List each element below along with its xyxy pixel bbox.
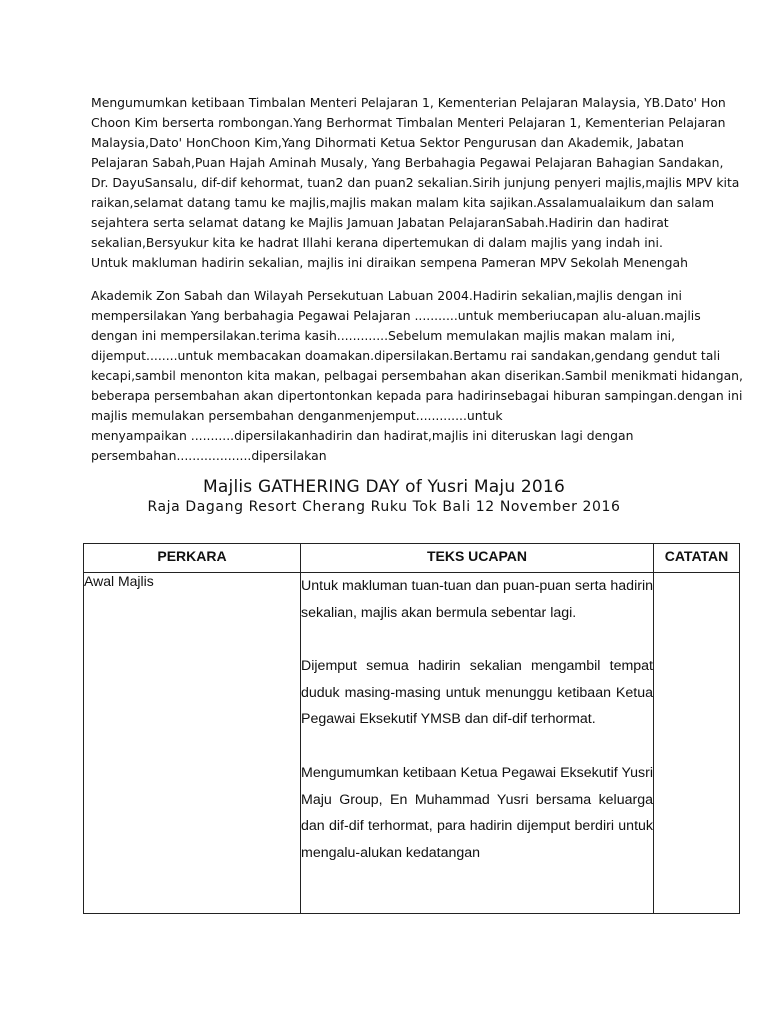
text-line: dijemput........untuk membacakan doamakan.dipersilakan.Bertamu rai sandakan,gendang gendut tali [91,348,721,363]
text-line: persembahan...................dipersilakan [91,448,327,463]
text-line: Pelajaran Sabah,Puan Hajah Aminah Musaly, Yang Berbahagia Pegawai Pelajaran Bahagian Sandakan, [91,155,724,170]
document-title: Majlis GATHERING DAY of Yusri Maju 2016 [203,477,565,497]
text-line: beberapa persembahan akan dipertontonkan kepada para hadirinsebagai hiburan sampingan.dengan ini [91,388,743,403]
text-line: Dr. DayuSansalu, dif-dif kehormat, tuan2 dan puan2 sekalian.Sirih junjung penyeri majlis,majlis MPV kita [91,175,740,190]
text-line: kecapi,sambil menonton kita makan, pelbagai persembahan akan diserikan.Sambil menikmati hidangan, [91,368,743,383]
text-line: menyampaikan ...........dipersilakanhadirin dan hadirat,majlis ini diteruskan lagi dengan [91,428,634,443]
speech-paragraph: Mengumumkan ketibaan Ketua Pegawai Eksekutif Yusri Maju Group, En Muhammad Yusri bersama keluarga dan dif-dif terhormat, para hadirin dijemput berdiri untuk mengalu-alukan kedatangan [301,764,653,861]
cell-catatan [654,573,740,914]
program-table [83,543,740,914]
speech-paragraph: Dijemput semua hadirin sekalian mengambil tempat duduk masing-masing untuk menunggu ketibaan Ketua Pegawai Eksekutif YMSB dan dif-dif terhormat. [301,658,653,728]
document-subtitle: Raja Dagang Resort Cherang Ruku Tok Bali 12 November 2016 [147,499,621,515]
text-line: majlis memulakan persembahan denganmenjemput.............untuk [91,408,503,423]
header-perkara: PERKARA [84,544,301,573]
perkara-text: Awal Majlis [84,573,154,589]
text-line: mempersilakan Yang berbahagia Pegawai Pelajaran ...........untuk memberiucapan alu-aluan.majlis [91,308,701,323]
text-line: sejahtera serta selamat datang ke Majlis Jamuan Jabatan PelajaranSabah.Hadirin dan hadirat [91,215,669,230]
speech-paragraph: Untuk makluman tuan-tuan dan puan-puan serta hadirin sekalian, majlis akan bermula sebentar lagi. [301,578,653,621]
header-catatan: CATATAN [654,544,740,573]
cell-perkara [84,573,301,914]
text-line: Choon Kim berserta rombongan.Yang Berhormat Timbalan Menteri Pelajaran 1, Kementerian Pelajaran [91,115,726,130]
text-line: Mengumumkan ketibaan Timbalan Menteri Pelajaran 1, Kementerian Pelajaran Malaysia, YB.Dato' Hon [91,95,726,110]
text-line: Malaysia,Dato' HonChoon Kim,Yang Dihormati Ketua Sektor Pengurusan dan Akademik, Jabatan [91,135,684,150]
table-header-row [84,544,740,573]
text-line: raikan,selamat datang tamu ke majlis,majlis makan malam kita sajikan.Assalamualaikum dan salam [91,195,715,210]
intro-paragraph-2 [91,286,743,466]
cell-teks-ucapan [301,573,654,914]
text-line: dengan ini mempersilakan.terima kasih.............Sebelum memulakan majlis makan malam ini, [91,328,676,343]
intro-paragraph-1 [91,93,740,273]
header-teks-ucapan: TEKS UCAPAN [301,544,654,573]
text-line: Akademik Zon Sabah dan Wilayah Persekutuan Labuan 2004.Hadirin sekalian,majlis dengan ini [91,288,682,303]
table-row [84,573,740,914]
text-line: sekalian,Bersyukur kita ke hadrat Illahi kerana dipertemukan di dalam majlis yang indah ini. [91,235,663,250]
text-line: Untuk makluman hadirin sekalian, majlis ini diraikan sempena Pameran MPV Sekolah Menengah [91,255,688,270]
